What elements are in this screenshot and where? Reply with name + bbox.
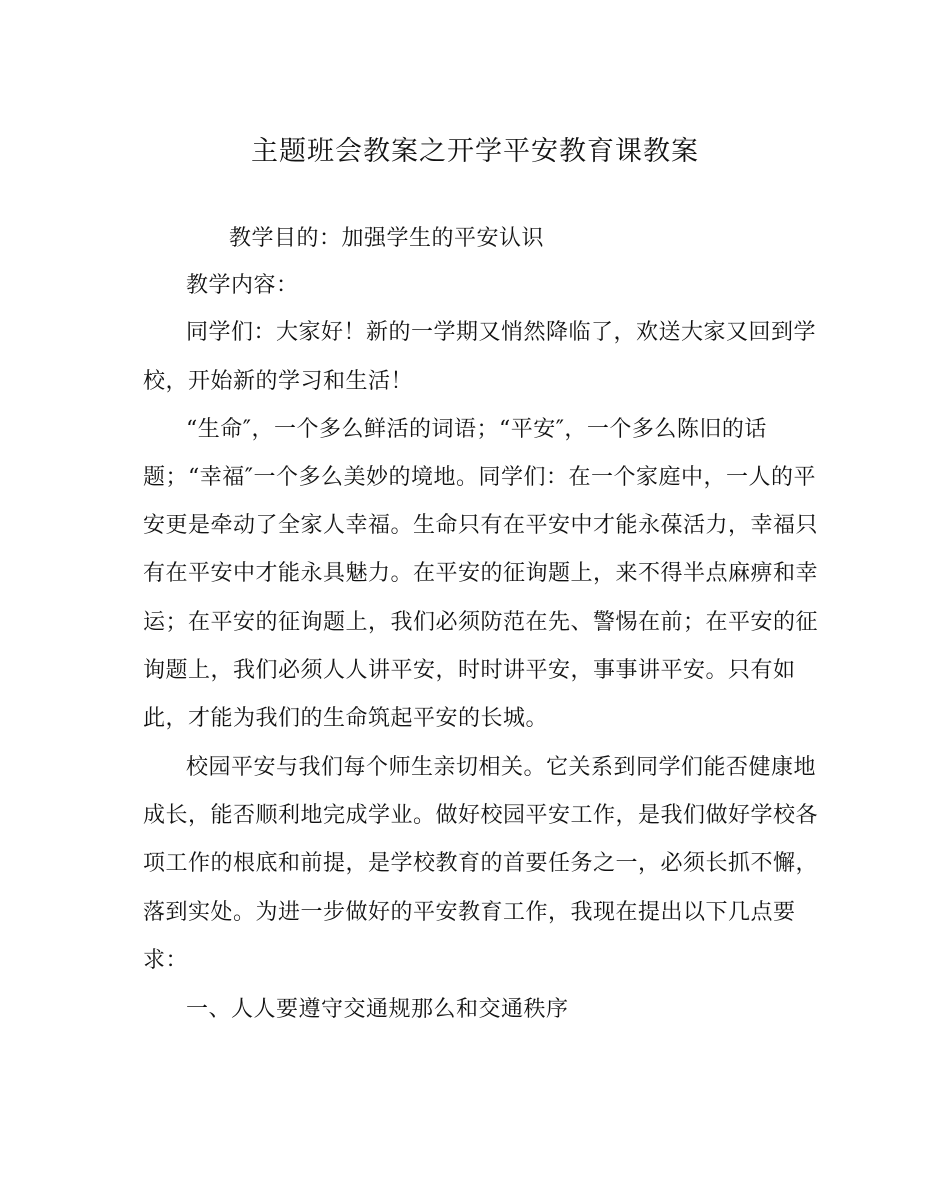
document-title: 主题班会教案之开学平安教育课教案 (251, 136, 699, 167)
paragraph-2-line-4: 有在平安中才能永具魅力。在平安的征询题上，来不得半点麻痹和幸 (143, 561, 819, 586)
paragraph-3-line-1: 校园平安与我们每个师生亲切相关。它关系到同学们能否健康地 (186, 755, 817, 780)
paragraph-2-line-7: 此，才能为我们的生命筑起平安的长城。 (143, 706, 549, 731)
paragraph-1-line-2: 校，开始新的学习和生活！ (143, 369, 414, 394)
paragraph-2-line-2: 题；“幸福″一个多么美妙的境地。同学们：在一个家庭中，一人的平 (143, 465, 816, 490)
paragraph-3-line-3: 项工作的根底和前提，是学校教育的首要任务之一，必须长抓不懈， (143, 851, 819, 876)
paragraph-2-line-1: “生命″，一个多么鲜活的词语；“平安″，一个多么陈旧的话 (186, 417, 767, 442)
paragraph-1-line-1: 同学们：大家好！新的一学期又悄然降临了，欢送大家又回到学 (186, 320, 817, 345)
section-heading-1: 一、人人要遵守交通规那么和交通秩序 (186, 997, 569, 1022)
paragraph-2-line-3: 安更是牵动了全家人幸福。生命只有在平安中才能永葆活力，幸福只 (143, 513, 819, 538)
paragraph-3-line-4: 落到实处。为进一步做好的平安教育工作，我现在提出以下几点要 (143, 900, 796, 925)
teaching-objective: 教学目的：加强学生的平安认识 (229, 226, 545, 251)
paragraph-2-line-5: 运；在平安的征询题上，我们必须防范在先、警惕在前；在平安的征 (143, 610, 819, 635)
paragraph-3-line-5: 求： (143, 948, 189, 973)
paragraph-3-line-2: 成长，能否顺利地完成学业。做好校园平安工作，是我们做好学校各 (143, 803, 819, 828)
paragraph-2-line-6: 询题上，我们必须人人讲平安，时时讲平安，事事讲平安。只有如 (143, 658, 796, 683)
teaching-content-label: 教学内容： (186, 273, 299, 298)
